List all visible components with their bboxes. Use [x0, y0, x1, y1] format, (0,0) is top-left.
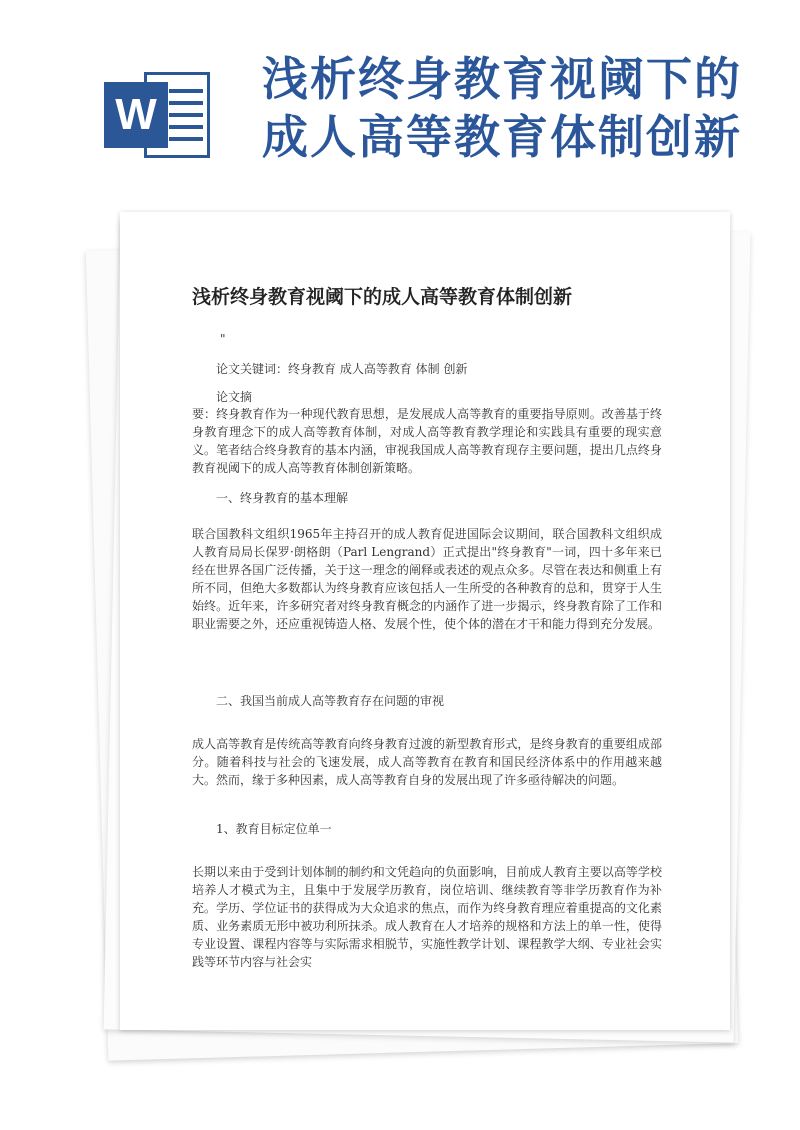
paragraph-3: 长期以来由于受到计划体制的制约和文凭趋向的负面影响，目前成人教育主要以高等学校培养人才模式为主，且集中于发展学历教育，岗位培训、继续教育等非学历教育作为补充。学历、学位证书的获得成为大众追求的焦点，而作为终身教育理应着重提高的文化素质、业务素质无形中被功利所抹杀。成人教育在人才培养的规格和方法上的单一性，使得专业设置、课程内容等与实际需求相脱节，实施性教学计划、课程教学大纲、专业社会实践等环节内容与社会实: [192, 865, 662, 969]
document-page: [120, 212, 730, 1030]
abstract-text: 要：终身教育作为一种现代教育思想，是发展成人高等教育的重要指导原则。改善基于终身教育理念下的成人高等教育体制，对成人高等教育教学理论和实践具有重要的现实意义。笔者结合终身教育的基本内涵，审视我国成人高等教育现存主要问题，提出几点终身教育视阈下的成人高等教育体制创新策略。: [192, 407, 662, 475]
section-heading-1: 一、终身教育的基本理解: [216, 491, 349, 505]
section-heading-3: 1、教育目标定位单一: [216, 822, 332, 836]
paragraph-2: 成人高等教育是传统高等教育向终身教育过渡的新型教育形式，是终身教育的重要组成部分。随着科技与社会的飞速发展，成人高等教育在教育和国民经济体系中的作用越来越大。然而，缘于多种因素，成人高等教育自身的发展出现了许多亟待解决的问题。: [192, 737, 662, 787]
quote-mark: ": [220, 332, 226, 346]
banner-title-line2: 成人高等教育体制创新: [262, 110, 742, 164]
word-icon: [100, 68, 212, 162]
banner: [0, 0, 800, 195]
document-title: 浅析终身教育视阈下的成人高等教育体制创新: [192, 286, 573, 308]
keywords: 论文关键词：终身教育 成人高等教育 体制 创新: [216, 362, 468, 376]
banner-title: [262, 50, 782, 166]
word-badge: W: [104, 82, 168, 148]
banner-title-line1: 浅析终身教育视阈下的: [262, 52, 742, 106]
section-heading-2: 二、我国当前成人高等教育存在问题的审视: [216, 694, 445, 708]
abstract-label: 论文摘: [216, 390, 253, 404]
paragraph-1: 联合国教科文组织1965年主持召开的成人教育促进国际会议期间，联合国教科文组织成人教育局局长保罗·朗格朗（Parl Lengrand）正式提出"终身教育"一词，四十多年来已经在世界各国广泛传播，关于这一理念的阐释或表述的观点众多。尽管在表达和侧重上有所不同，但绝大多数都认为终身教育应该包括人一生所受的各种教育的总和，贯穿于人生始终。近年来，许多研究者对终身教育概念的内涵作了进一步揭示，终身教育除了工作和职业需要之外，还应重视铸造人格、发展个性，使个体的潜在才干和能力得到充分发展。: [192, 527, 662, 631]
